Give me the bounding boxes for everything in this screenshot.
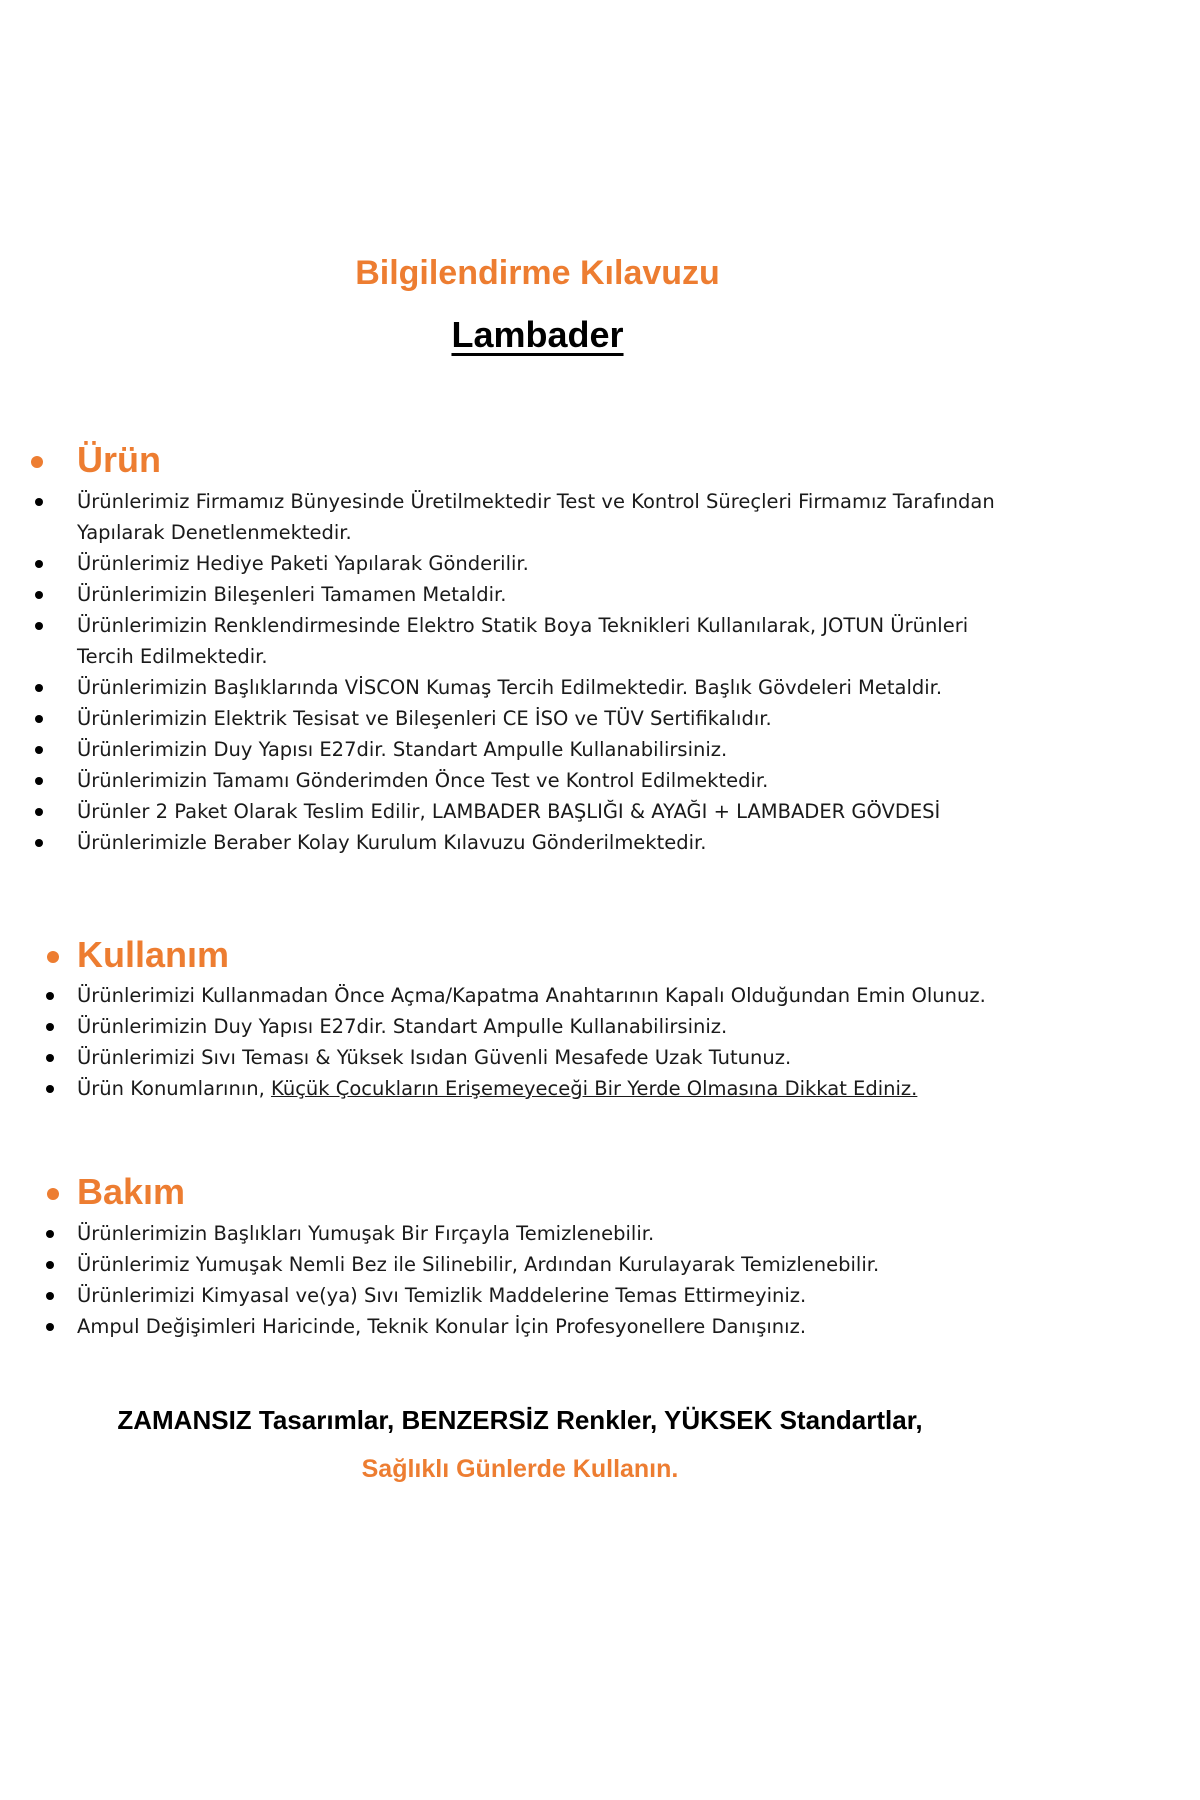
list-item-text: Ürünler 2 Paket Olarak Teslim Edilir, LAMBADER BAŞLIĞI & AYAĞI + LAMBADER GÖVDESİ	[77, 800, 941, 823]
list-item-text-underlined: Küçük Çocukların Erişemeyeceği Bir Yerde Olmasına Dikkat Ediniz.	[271, 1077, 918, 1100]
list-item	[0, 579, 1100, 610]
list-item	[0, 1218, 1100, 1249]
list-item-text: Ürünlerimiz Yumuşak Nemli Bez ile Silinebilir, Ardından Kurulayarak Temizlenebilir.	[77, 1253, 880, 1276]
section-list-bakim	[0, 1218, 1100, 1342]
section-list-urun	[0, 486, 1100, 858]
section-heading-text: Bakım	[77, 1171, 186, 1212]
bullet-icon	[35, 777, 43, 785]
list-item	[0, 1280, 1100, 1311]
list-item	[0, 1311, 1100, 1342]
list-item	[0, 1011, 1100, 1042]
bullet-icon	[46, 1023, 54, 1031]
list-item-text: Ürünlerimizin Renklendirmesinde Elektro Statik Boya Teknikleri Kullanılarak, JOTUN Ürünleri Tercih Edilmektedir.	[77, 614, 969, 668]
list-item	[0, 1042, 1100, 1073]
list-item-text: Ürünlerimiz Hediye Paketi Yapılarak Gönderilir.	[77, 552, 529, 575]
document-subtitle	[0, 314, 1075, 356]
list-item	[0, 1073, 1100, 1104]
list-item	[0, 796, 1100, 827]
section-heading-bakim	[77, 1172, 185, 1212]
list-item-text: Ürünlerimizin Başlıklarında VİSCON Kumaş Tercih Edilmektedir. Başlık Gövdeleri Metaldir.	[77, 676, 943, 699]
bullet-icon	[35, 622, 43, 630]
section-bullet-icon	[47, 951, 59, 963]
section-bullet-icon	[47, 1188, 59, 1200]
list-item	[0, 548, 1100, 579]
list-item-text: Ürünlerimizi Kimyasal ve(ya) Sıvı Temizlik Maddelerine Temas Ettirmeyiniz.	[77, 1284, 807, 1307]
list-item-text: Ürünlerimizin Duy Yapısı E27dir. Standart Ampulle Kullanabilirsiniz.	[77, 1015, 728, 1038]
section-bullet-icon	[31, 456, 43, 468]
bullet-icon	[35, 715, 43, 723]
document-title: Bilgilendirme Kılavuzu	[355, 254, 720, 292]
list-item	[0, 827, 1100, 858]
list-item-text: Ürünlerimizi Sıvı Teması & Yüksek Isıdan Güvenli Mesafede Uzak Tutunuz.	[77, 1046, 792, 1069]
bullet-icon	[35, 560, 43, 568]
bullet-icon	[46, 1292, 54, 1300]
list-item	[0, 734, 1100, 765]
bullet-icon	[46, 992, 54, 1000]
section-list-kullanim	[0, 980, 1100, 1104]
subtitle-text: Lambader	[451, 314, 624, 355]
closing-line: Sağlıklı Günlerde Kullanın.	[361, 1455, 679, 1483]
list-item-text: Ürünlerimizin Duy Yapısı E27dir. Standart Ampulle Kullanabilirsiniz.	[77, 738, 728, 761]
section-heading-text: Kullanım	[77, 934, 230, 975]
list-item	[0, 672, 1100, 703]
bullet-icon	[46, 1085, 54, 1093]
list-item	[0, 610, 1100, 672]
bullet-icon	[35, 684, 43, 692]
bullet-icon	[35, 839, 43, 847]
bullet-icon	[35, 591, 43, 599]
bullet-icon	[35, 808, 43, 816]
bullet-icon	[35, 498, 43, 506]
list-item-text: Ürünlerimizin Bileşenleri Tamamen Metaldir.	[77, 583, 507, 606]
slogan: ZAMANSIZ Tasarımlar, BENZERSİZ Renkler, YÜKSEK Standartlar,	[117, 1405, 923, 1435]
list-item-text: Ürünlerimizle Beraber Kolay Kurulum Kılavuzu Gönderilmektedir.	[77, 831, 707, 854]
list-item-text: Ürünlerimizi Kullanmadan Önce Açma/Kapatma Anahtarının Kapalı Olduğundan Emin Olunuz.	[77, 984, 986, 1007]
list-item	[0, 703, 1100, 734]
section-heading-kullanim	[77, 935, 229, 975]
bullet-icon	[46, 1230, 54, 1238]
bullet-icon	[46, 1323, 54, 1331]
list-item	[0, 486, 1100, 548]
list-item-text: Ürünlerimizin Tamamı Gönderimden Önce Test ve Kontrol Edilmektedir.	[77, 769, 769, 792]
section-heading-text: Ürün	[77, 439, 161, 480]
list-item-text: Ürünlerimizin Elektrik Tesisat ve Bileşenleri CE İSO ve TÜV Sertifikalıdır.	[77, 707, 772, 730]
list-item	[0, 1249, 1100, 1280]
section-heading-urun	[77, 440, 161, 480]
list-item-text-prefix: Ürün Konumlarının,	[77, 1077, 272, 1100]
list-item	[0, 980, 1100, 1011]
bullet-icon	[46, 1261, 54, 1269]
bullet-icon	[46, 1054, 54, 1062]
list-item-text: Ürünlerimiz Firmamız Bünyesinde Üretilmektedir Test ve Kontrol Süreçleri Firmamız Tarafından Yapılarak Denetlenmektedir.	[77, 490, 995, 544]
bullet-icon	[35, 746, 43, 754]
list-item-text: Ampul Değişimleri Haricinde, Teknik Konular İçin Profesyonellere Danışınız.	[77, 1315, 807, 1338]
list-item-text: Ürünlerimizin Başlıkları Yumuşak Bir Fırçayla Temizlenebilir.	[77, 1222, 655, 1245]
list-item	[0, 765, 1100, 796]
